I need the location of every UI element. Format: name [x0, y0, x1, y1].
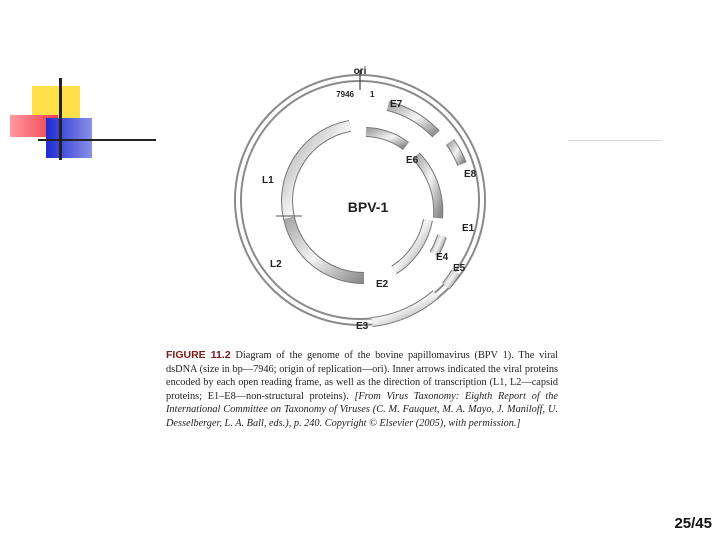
gene-label-l2: L2: [270, 259, 282, 270]
gene-label-e3: E3: [356, 321, 369, 332]
page-number: 25/45: [674, 515, 712, 532]
ori-label: ori: [353, 66, 367, 77]
blue-square-decoration: [46, 118, 92, 158]
gene-label-e6: E6: [406, 155, 419, 166]
e1-orf-arc-fill: [416, 156, 438, 218]
caption-text: Diagram of the genome of the bovine papillomavirus (BPV 1). The viral dsDNA (size in bp—7946; origin of replication—ori). Inner arrows indicated the viral proteins encoded by each open reading frame, as well as the direction of transcription (L1, L2—capsid proteins; E1–E8—non-structural proteins).: [166, 350, 558, 402]
gene-label-e5: E5: [453, 263, 466, 274]
genome-map-svg: [210, 60, 510, 340]
vertical-line-decoration: [59, 78, 62, 160]
horizontal-line-decoration: [38, 139, 156, 141]
l2-orf-arc-fill: [289, 218, 364, 278]
l1-orf-arc-fill: [287, 126, 350, 218]
caption-source: [From Virus Taxonomy: Eighth Report of the International Committee on Taxonomy of Viruses (C. M. Fauquet, M. A. Mayo, J. Maniloff, U. Desselberger, L. A. Ball, eds.), p. 240. Copyright © Elsevier (2005), with permission.]: [166, 390, 558, 429]
gene-label-e7: E7: [390, 99, 403, 110]
e6-orf-arc-fill: [366, 132, 406, 146]
figure-caption: [166, 349, 558, 431]
gene-label-e4: E4: [436, 252, 449, 263]
figure-label: FIGURE 11.2: [166, 349, 231, 361]
genome-diagram: [210, 60, 510, 340]
e5-orf-arc-fill: [446, 272, 456, 286]
faint-rule-decoration: [568, 140, 662, 141]
position-start-label: 1: [370, 90, 375, 99]
genome-title: BPV-1: [347, 199, 389, 215]
e3-orf-arc-fill: [372, 294, 436, 322]
position-end-label: 7946: [336, 90, 354, 99]
gene-label-e1: E1: [462, 223, 475, 234]
gene-label-l1: L1: [262, 175, 274, 186]
gene-label-e8: E8: [464, 169, 477, 180]
gene-label-e2: E2: [376, 279, 389, 290]
